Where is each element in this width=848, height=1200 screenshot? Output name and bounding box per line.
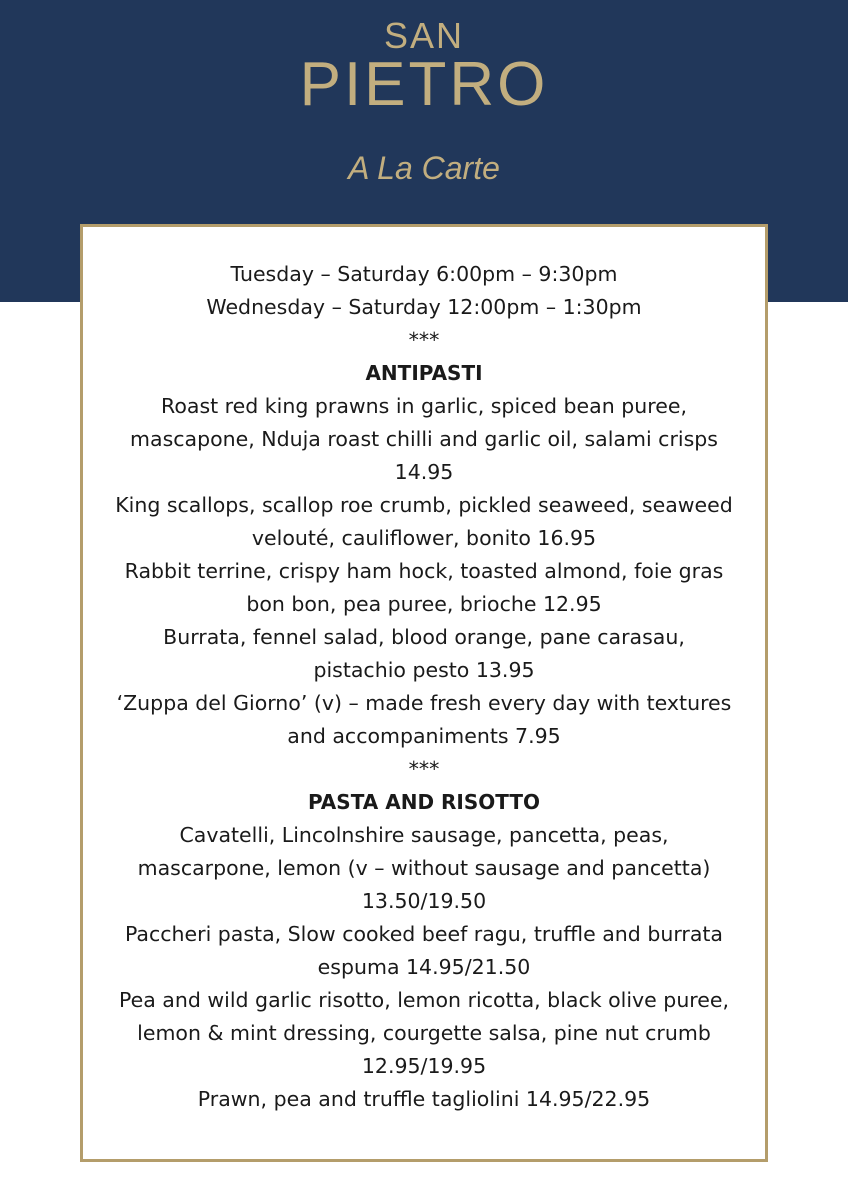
- menu-line: 14.95: [394, 460, 454, 484]
- logo-line-pietro: PIETRO: [299, 50, 549, 119]
- menu-card: [80, 224, 768, 1162]
- menu-line: mascarpone, lemon (v – without sausage and pancetta): [137, 856, 711, 880]
- menu-line: Roast red king prawns in garlic, spiced bean puree,: [161, 394, 687, 418]
- menu-line: King scallops, scallop roe crumb, pickled seaweed, seaweed: [115, 493, 733, 517]
- menu-line: Prawn, pea and truffle tagliolini 14.95/22.95: [197, 1087, 651, 1111]
- logo-line-san: SAN: [383, 15, 465, 56]
- menu-line: velouté, cauliflower, bonito 16.95: [251, 526, 597, 550]
- menu-line: Cavatelli, Lincolnshire sausage, pancetta, peas,: [179, 823, 669, 847]
- menu-line: and accompaniments 7.95: [287, 724, 561, 748]
- menu-line: pistachio pesto 13.95: [313, 658, 535, 682]
- menu-line: mascapone, Nduja roast chilli and garlic oil, salami crisps: [130, 427, 718, 451]
- menu-subtitle: A La Carte: [348, 150, 500, 186]
- menu-line: Pea and wild garlic risotto, lemon ricotta, black olive puree,: [118, 988, 730, 1012]
- menu-line: ‘Zuppa del Giorno’ (v) – made fresh every day with textures: [116, 691, 732, 715]
- section-divider: ***: [408, 757, 440, 781]
- restaurant-logo: [0, 15, 848, 119]
- menu-body: [83, 258, 765, 1116]
- menu-line: Burrata, fennel salad, blood orange, pane carasau,: [163, 625, 685, 649]
- section-divider: ***: [408, 328, 440, 352]
- menu-line: bon bon, pea puree, brioche 12.95: [246, 592, 602, 616]
- section-heading-pasta: PASTA AND RISOTTO: [307, 790, 540, 814]
- menu-line: 13.50/19.50: [361, 889, 487, 913]
- opening-hours-evening: Tuesday – Saturday 6:00pm – 9:30pm: [230, 262, 618, 286]
- menu-line: 12.95/19.95: [361, 1054, 487, 1078]
- opening-hours-lunch: Wednesday – Saturday 12:00pm – 1:30pm: [206, 295, 642, 319]
- menu-line: espuma 14.95/21.50: [317, 955, 531, 979]
- menu-line: Rabbit terrine, crispy ham hock, toasted almond, foie gras: [124, 559, 724, 583]
- menu-line: lemon & mint dressing, courgette salsa, pine nut crumb: [137, 1021, 711, 1045]
- section-heading-antipasti: ANTIPASTI: [365, 361, 483, 385]
- menu-line: Paccheri pasta, Slow cooked beef ragu, truffle and burrata: [124, 922, 723, 946]
